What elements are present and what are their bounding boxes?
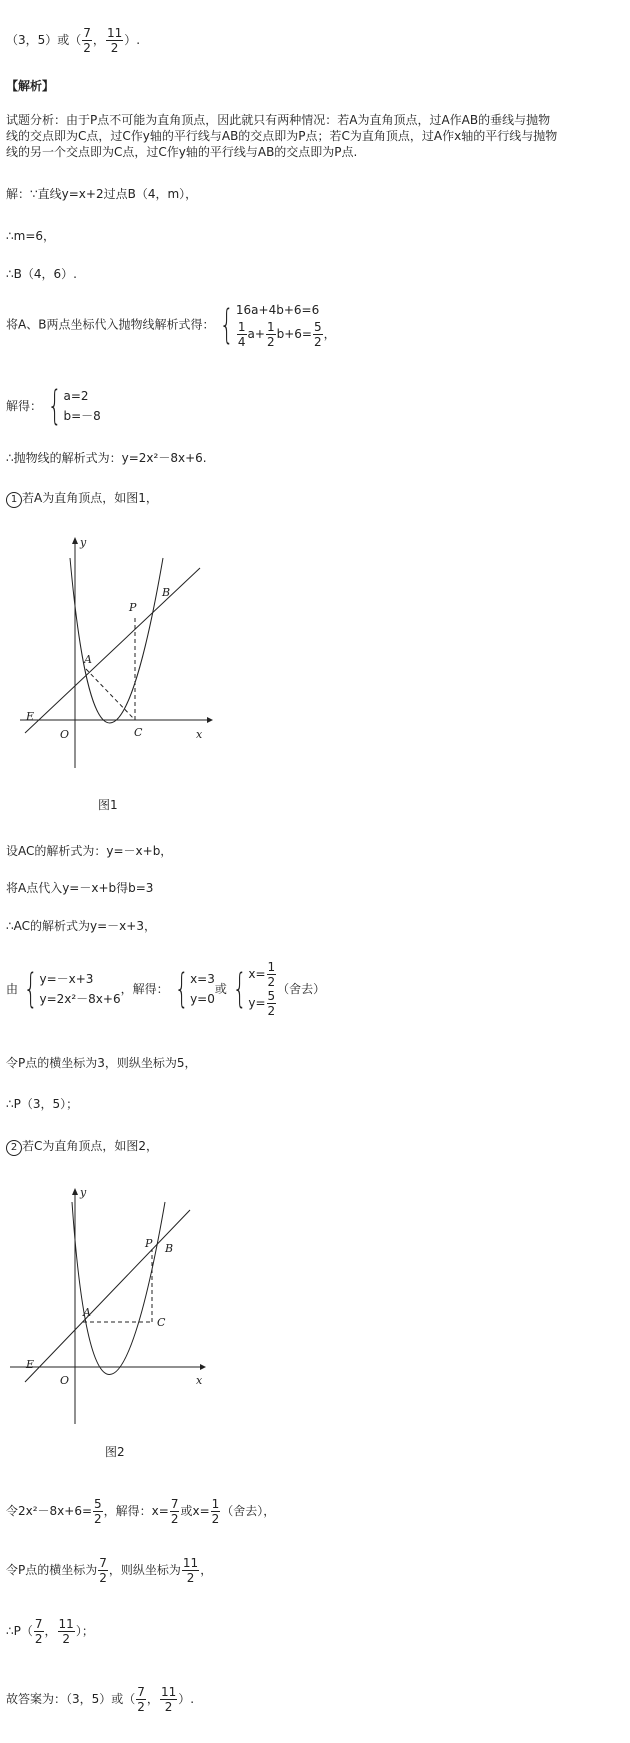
label-o: O (60, 1374, 70, 1387)
analysis-line-1: 试题分析：由于P点不可能为直角顶点，因此就只有两种情况：若A为直角顶点，过A作AB的垂线与抛物 (6, 113, 551, 127)
parabola-curve (72, 1202, 165, 1375)
circled-number: 2 (6, 1140, 22, 1156)
label-p: P (145, 1237, 153, 1250)
solve-system: 解得： { a=2 b=－8 (6, 383, 101, 429)
x-axis-arrow (200, 1364, 206, 1370)
x-axis-arrow (207, 717, 213, 723)
label-b: B (162, 586, 171, 599)
figure-1-caption: 图1 (98, 798, 118, 812)
figure-1 (0, 528, 230, 778)
ac-substitution: 将A点代入y=－x+b得b=3 (6, 881, 154, 895)
intersection-system: 由 { y=－x+3 y=2x²－8x+6 ，解得： { x=3 y=0 或 { x= $\frac{1}{2}$ y= $\frac{5}{2}$ （舍去） (6, 960, 326, 1018)
line-ab (25, 568, 200, 733)
label-c: C (134, 726, 143, 739)
p2-coordinate-text: 令P点的横坐标为 $\frac{7}{2}$ ，则纵坐标为 $\frac{11}{2}$ ， (6, 1556, 213, 1585)
parabola-curve (70, 558, 163, 723)
label-x: x (196, 1374, 203, 1387)
label-y: y (80, 1186, 87, 1199)
fraction: $\frac{7}{2}$ (83, 26, 91, 55)
line-ac (86, 669, 135, 720)
y-axis-arrow (72, 1188, 78, 1195)
step-b: ∴B（4，6）. (6, 267, 77, 281)
label-p: P (129, 601, 137, 614)
equation-2: 令2x²－8x+6= $\frac{5}{2}$ ，解得：x= $\frac{7}{2}$ 或x= $\frac{1}{2}$ （舍去）， (6, 1497, 276, 1526)
analysis-line-2: 线的交点即为C点，过C作y轴的平行线与AB的交点即为P点；若C为直角顶点，过A作x轴的平行线与抛物 (6, 129, 558, 143)
circled-number: 1 (6, 492, 22, 508)
answer-top-pre: （3，5）或（ (6, 33, 82, 47)
label-c: C (157, 1316, 166, 1329)
figure-2-caption: 图2 (105, 1445, 125, 1459)
solution-start: 解：∵直线y=x+2过点B（4，m）， (6, 187, 198, 201)
label-y: y (80, 536, 87, 549)
p2-result: ∴P（ $\frac{7}{2}$ ， $\frac{11}{2}$ ）； (6, 1617, 94, 1646)
label-b: B (165, 1242, 174, 1255)
parabola-equation: ∴抛物线的解析式为：y=2x²－8x+6. (6, 451, 207, 465)
case1-heading: 1 若A为直角顶点，如图1， (6, 490, 158, 508)
label-a: A (83, 1306, 91, 1319)
label-e: E (26, 710, 35, 723)
fraction: $\frac{11}{2}$ (106, 26, 123, 55)
final-answer: 故答案为：（3，5）或（ $\frac{7}{2}$ ， $\frac{11}{2}$ ）. (6, 1685, 195, 1714)
y-axis-arrow (72, 537, 78, 544)
label-x: x (196, 728, 203, 741)
label-o: O (60, 728, 70, 741)
p1-result: ∴P（3，5）； (6, 1097, 79, 1111)
case2-heading: 2 若C为直角顶点，如图2， (6, 1138, 158, 1156)
step-m: ∴m=6， (6, 229, 56, 243)
answer-top: （3，5）或（ $\frac{7}{2}$ ， $\frac{11}{2}$ ）. (6, 26, 141, 55)
ac-result: ∴AC的解析式为y=－x+3， (6, 919, 156, 933)
substitution-system: 将A、B两点坐标代入抛物线解析式得： { 16a+4b+6=6 $\frac{1}{4}$ a+ $\frac{1}{2}$ b+6= $\frac{5}{2}$ ， (6, 301, 336, 349)
p-coordinate-text: 令P点的横坐标为3，则纵坐标为5， (6, 1056, 197, 1070)
figure-2 (0, 1172, 230, 1432)
label-e: E (26, 1358, 35, 1371)
ac-equation: 设AC的解析式为：y=－x+b， (6, 844, 173, 858)
line-ab (25, 1210, 190, 1382)
label-a: A (84, 653, 92, 666)
analysis-line-3: 线的另一个交点即为C点，过C作y轴的平行线与AB的交点即为P点. (6, 145, 358, 159)
analysis-heading: 【解析】 (6, 79, 55, 93)
